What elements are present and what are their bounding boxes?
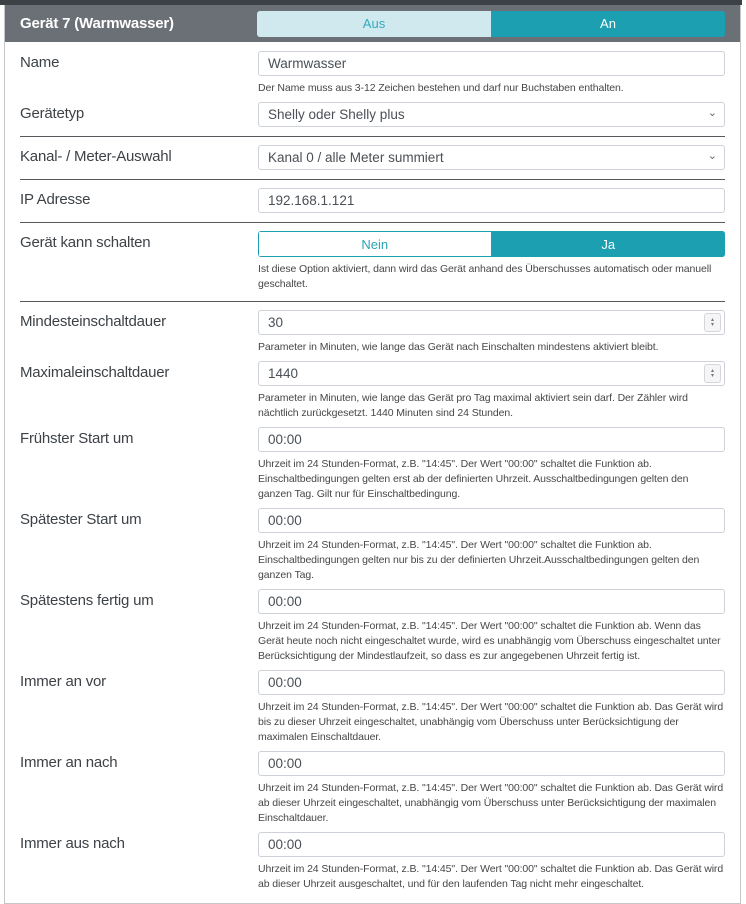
immer-aus-nach-input-wrap bbox=[258, 832, 725, 857]
geraet-kann-schalten-option-nein-button[interactable]: Nein bbox=[258, 231, 492, 257]
field-label-name: Name bbox=[20, 54, 60, 71]
geraet-kann-schalten-option-ja-button[interactable]: Ja bbox=[492, 231, 726, 257]
device-on-button[interactable]: An bbox=[491, 11, 725, 37]
field-hint-fruehster-start-um: Uhrzeit im 24 Stunden-Format, z.B. "14:45". Der Wert "00:00" schaltet die Funktion ab. Einschaltbedingungen gelten erst ab der definierten Uhrzeit. Ausschaltbedingungen gelten den ganzen Tag. Gilt nur für Einschaltbedingung. bbox=[258, 458, 689, 500]
geraetetyp-select-wrap bbox=[258, 102, 725, 127]
ip-adresse-input-wrap bbox=[258, 188, 725, 213]
device-card-header bbox=[5, 5, 740, 42]
field-label-maximaleinschaltdauer: Maximaleinschaltdauer bbox=[20, 364, 170, 381]
device-settings-card bbox=[4, 5, 741, 904]
field-control-geraet-kann-schalten bbox=[258, 231, 725, 292]
spaetestens-fertig-um-input[interactable] bbox=[258, 589, 725, 614]
fruehster-start-um-input-wrap bbox=[258, 427, 725, 452]
maximaleinschaltdauer-input-wrap bbox=[258, 361, 725, 386]
chevron-down-icon: ⌄ bbox=[707, 150, 717, 162]
geraet-kann-schalten-toggle bbox=[258, 231, 725, 257]
field-control-mindesteinschaltdauer bbox=[258, 310, 725, 355]
device-off-button[interactable]: Aus bbox=[257, 11, 491, 37]
field-label-spaetester-start-um: Spätester Start um bbox=[20, 511, 142, 528]
spaetestens-fertig-um-input-wrap bbox=[258, 589, 725, 614]
kanal-meter-auswahl-select-wrap bbox=[258, 145, 725, 170]
form-row-geraetetyp bbox=[20, 99, 725, 130]
ip-adresse-input[interactable] bbox=[258, 188, 725, 213]
chevron-down-icon: ▾ bbox=[710, 372, 714, 379]
spaetester-start-um-input[interactable] bbox=[258, 508, 725, 533]
field-label-kanal-meter-auswahl: Kanal- / Meter-Auswahl bbox=[20, 148, 172, 165]
field-control-kanal-meter-auswahl bbox=[258, 145, 725, 170]
immer-an-nach-input-wrap bbox=[258, 751, 725, 776]
mindesteinschaltdauer-input-wrap bbox=[258, 310, 725, 335]
field-control-maximaleinschaltdauer bbox=[258, 361, 725, 421]
field-hint-spaetester-start-um: Uhrzeit im 24 Stunden-Format, z.B. "14:45". Der Wert "00:00" schaltet die Funktion ab. Einschaltbedingungen gelten nur bis zu der definierten Uhrzeit.Ausschaltbedingungen gelten den ganzen Tag. bbox=[258, 539, 700, 581]
form-row-spaetester-start-um bbox=[20, 505, 725, 586]
chevron-up-icon: ▴ bbox=[710, 367, 714, 374]
field-control-spaetester-start-um bbox=[258, 508, 725, 583]
field-label-geraet-kann-schalten: Gerät kann schalten bbox=[20, 234, 151, 251]
field-control-immer-aus-nach bbox=[258, 832, 725, 892]
field-control-spaetestens-fertig-um bbox=[258, 589, 725, 664]
section-divider bbox=[20, 222, 725, 223]
field-control-immer-an-nach bbox=[258, 751, 725, 826]
field-label-fruehster-start-um: Frühster Start um bbox=[20, 430, 134, 447]
immer-aus-nach-input[interactable] bbox=[258, 832, 725, 857]
form-row-name bbox=[20, 48, 725, 99]
field-label-immer-an-vor: Immer an vor bbox=[20, 673, 106, 690]
field-hint-immer-aus-nach: Uhrzeit im 24 Stunden-Format, z.B. "14:45". Der Wert "00:00" schaltet die Funktion ab. Das Gerät wird ab dieser Uhrzeit ausgeschaltet, und für den laufenden Tag nicht mehr eingeschaltet. bbox=[258, 863, 724, 890]
field-control-fruehster-start-um bbox=[258, 427, 725, 502]
form-row-geraet-kann-schalten bbox=[20, 228, 725, 295]
field-label-spaetestens-fertig-um: Spätestens fertig um bbox=[20, 592, 154, 609]
field-label-immer-aus-nach: Immer aus nach bbox=[20, 835, 125, 852]
page-title: Gerät 7 (Warmwasser) bbox=[20, 15, 174, 32]
name-input[interactable] bbox=[258, 51, 725, 76]
maximaleinschaltdauer-input[interactable] bbox=[258, 361, 725, 386]
spaetester-start-um-input-wrap bbox=[258, 508, 725, 533]
form-row-spaetestens-fertig-um bbox=[20, 586, 725, 667]
field-control-geraetetyp bbox=[258, 102, 725, 127]
field-control-immer-an-vor bbox=[258, 670, 725, 745]
immer-an-nach-input[interactable] bbox=[258, 751, 725, 776]
section-divider bbox=[20, 179, 725, 180]
name-input-wrap bbox=[258, 51, 725, 76]
device-settings-form bbox=[5, 42, 740, 903]
mindesteinschaltdauer-stepper[interactable] bbox=[704, 313, 721, 332]
field-hint-immer-an-nach: Uhrzeit im 24 Stunden-Format, z.B. "14:45". Der Wert "00:00" schaltet die Funktion ab. Das Gerät wird ab dieser Uhrzeit eingeschaltet, unabhängig vom Überschuss unter Berücksichtigung der maximalen Einschaltdauer. bbox=[258, 782, 724, 824]
device-power-toggle bbox=[257, 11, 725, 37]
field-hint-spaetestens-fertig-um: Uhrzeit im 24 Stunden-Format, z.B. "14:45". Der Wert "00:00" schaltet die Funktion ab. Wenn das Gerät heute noch nicht eingeschaltet wurde, wird es unabhängig vom Überschuss eingeschaltet unter Berücksichtigung der Mindestlaufzeit, so dass es zur angegebenen Uhrzeit fertig ist. bbox=[258, 620, 721, 662]
field-label-immer-an-nach: Immer an nach bbox=[20, 754, 118, 771]
immer-an-vor-input[interactable] bbox=[258, 670, 725, 695]
form-row-immer-an-nach bbox=[20, 748, 725, 829]
field-label-geraetetyp: Gerätetyp bbox=[20, 105, 85, 122]
field-hint-geraet-kann-schalten: Ist diese Option aktiviert, dann wird das Gerät anhand des Überschusses automatisch oder manuell geschaltet. bbox=[258, 263, 712, 290]
field-label-ip-adresse: IP Adresse bbox=[20, 191, 91, 208]
field-hint-name: Der Name muss aus 3-12 Zeichen bestehen und darf nur Buchstaben enthalten. bbox=[258, 82, 624, 94]
form-row-kanal-meter-auswahl bbox=[20, 142, 725, 173]
chevron-down-icon: ▾ bbox=[710, 321, 714, 328]
form-row-fruehster-start-um bbox=[20, 424, 725, 505]
section-divider bbox=[20, 301, 725, 302]
field-hint-mindesteinschaltdauer: Parameter in Minuten, wie lange das Gerät nach Einschalten mindestens aktiviert bleibt. bbox=[258, 341, 659, 353]
field-hint-maximaleinschaltdauer: Parameter in Minuten, wie lange das Gerät pro Tag maximal aktiviert sein darf. Der Zähler wird nächtlich zurückgesetzt. 1440 Minuten sind 24 Stunden. bbox=[258, 392, 688, 419]
form-row-immer-aus-nach bbox=[20, 829, 725, 895]
form-row-mindesteinschaltdauer bbox=[20, 307, 725, 358]
field-control-ip-adresse bbox=[258, 188, 725, 213]
form-row-maximaleinschaltdauer bbox=[20, 358, 725, 424]
field-label-mindesteinschaltdauer: Mindesteinschaltdauer bbox=[20, 313, 166, 330]
section-divider bbox=[20, 136, 725, 137]
mindesteinschaltdauer-input[interactable] bbox=[258, 310, 725, 335]
immer-an-vor-input-wrap bbox=[258, 670, 725, 695]
geraetetyp-select[interactable] bbox=[258, 102, 725, 127]
field-hint-immer-an-vor: Uhrzeit im 24 Stunden-Format, z.B. "14:45". Der Wert "00:00" schaltet die Funktion ab. Das Gerät wird bis zu dieser Uhrzeit eingeschaltet, unabhängig vom Überschuss unter Berücksichtigung der maximalen Einschaltdauer. bbox=[258, 701, 724, 743]
chevron-down-icon: ⌄ bbox=[707, 107, 717, 119]
chevron-up-icon: ▴ bbox=[710, 316, 714, 323]
kanal-meter-auswahl-select[interactable] bbox=[258, 145, 725, 170]
fruehster-start-um-input[interactable] bbox=[258, 427, 725, 452]
maximaleinschaltdauer-stepper[interactable] bbox=[704, 364, 721, 383]
form-row-ip-adresse bbox=[20, 185, 725, 216]
field-control-name bbox=[258, 51, 725, 96]
form-row-immer-an-vor bbox=[20, 667, 725, 748]
